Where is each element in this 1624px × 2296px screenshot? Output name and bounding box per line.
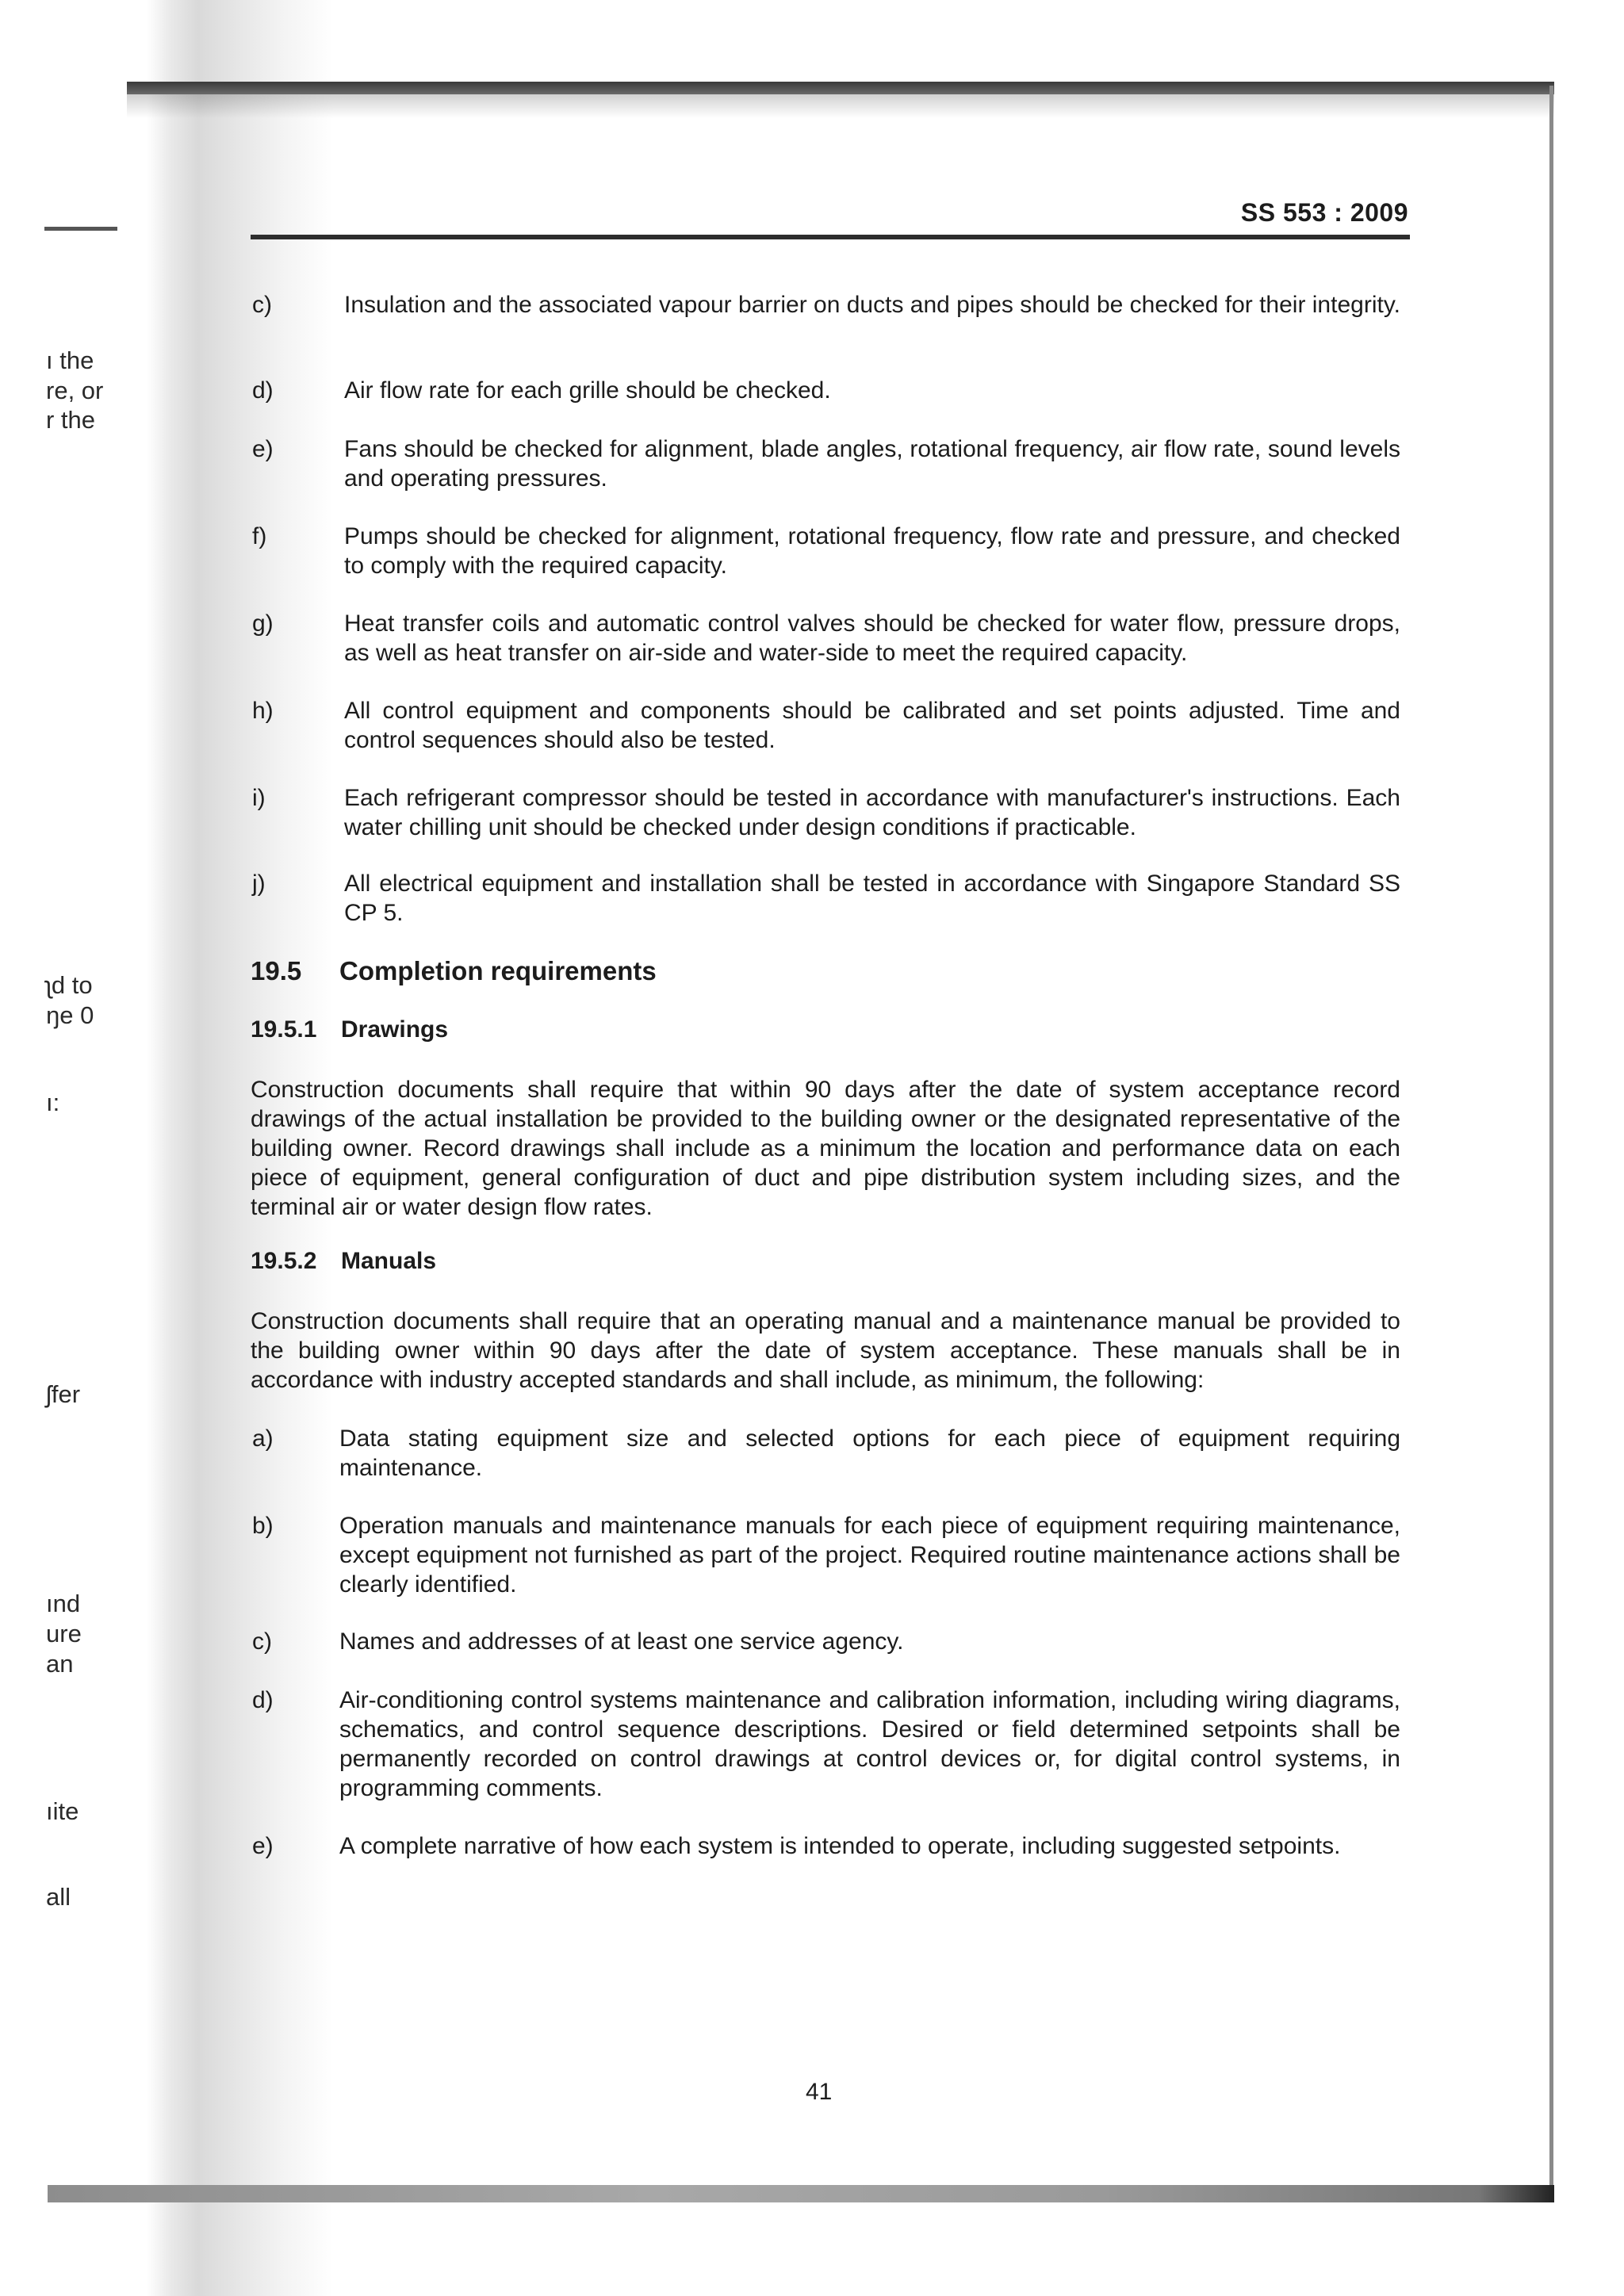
subsection-number: 19.5.2 xyxy=(251,1248,317,1274)
list-item-text: Data stating equipment size and selected options for each piece of equipment requiring maintenance. xyxy=(339,1425,1400,1481)
list-item-label: e) xyxy=(252,1833,274,1859)
left-fragment: ınd xyxy=(46,1590,81,1617)
list-item-text: All electrical equipment and installation shall be tested in accordance with Singapore Standard SS CP 5. xyxy=(344,871,1400,926)
scan-top-edge xyxy=(127,82,1554,94)
list-item-text: Air-conditioning control systems maintenance and calibration information, including wiring diagrams, schematics, and control sequence descriptions. Desired or field determined setpoints shall be permanently recorded on control drawings at control devices or, for digital control systems, in programming comments. xyxy=(339,1687,1400,1801)
left-fragment: ure xyxy=(46,1620,82,1647)
list-item-text: Names and addresses of at least one service agency. xyxy=(339,1628,904,1655)
list-item-label: h) xyxy=(252,698,274,724)
scan-top-shadow xyxy=(127,94,1554,118)
page-number: 41 xyxy=(806,2079,833,2105)
list-item-text: Each refrigerant compressor should be tested in accordance with manufacturer's instructions. Each water chilling unit should be checked under design conditions if practicable. xyxy=(344,785,1400,840)
section-number: 19.5 xyxy=(251,956,302,985)
section-title: Completion requirements xyxy=(339,956,657,985)
left-fragment: ʃfer xyxy=(46,1380,81,1408)
list-item-label: g) xyxy=(252,610,274,637)
drawings-paragraph: Construction documents shall require that within 90 days after the date of system acceptance record drawings of the actual installation be provided to the building owner or the designated representative of the building owner. Record drawings shall include as a minimum the location and performance data on each piece of equipment, general configuration of duct and pipe distribution system including sizes, and the terminal air or water design flow rates. xyxy=(251,1077,1400,1220)
list-item-label: d) xyxy=(252,377,274,404)
header-rule xyxy=(251,235,1410,239)
left-fragment: an xyxy=(46,1650,74,1678)
list-item-label: d) xyxy=(252,1687,274,1713)
list-item-label: a) xyxy=(252,1425,274,1452)
list-item-label: i) xyxy=(252,785,266,811)
subsection-heading-19-5-2 xyxy=(251,1248,436,1275)
list-item-text: A complete narrative of how each system is intended to operate, including suggested setpoints. xyxy=(339,1833,1341,1859)
left-page-rule xyxy=(44,227,117,231)
subsection-heading-19-5-1 xyxy=(251,1016,448,1043)
section-heading-19-5 xyxy=(251,956,657,986)
list-item-label: c) xyxy=(252,1628,272,1655)
left-fragment: ıite xyxy=(46,1797,79,1825)
standard-code-header: SS 553 : 2009 xyxy=(1240,198,1408,227)
left-fragment: ı the xyxy=(46,346,94,374)
list-item-text: Fans should be checked for alignment, blade angles, rotational frequency, air flow rate, sound levels and operating pressures. xyxy=(344,436,1400,492)
subsection-number: 19.5.1 xyxy=(251,1016,317,1043)
list-item-text: Heat transfer coils and automatic control valves should be checked for water flow, pressure drops, as well as heat transfer on air-side and water-side to meet the required capacity. xyxy=(344,610,1400,666)
left-fragment: all xyxy=(46,1883,71,1911)
list-item-label: b) xyxy=(252,1513,274,1539)
manuals-paragraph: Construction documents shall require that an operating manual and a maintenance manual be provided to the building owner within 90 days after the date of system acceptance. These manuals shall be in accordance with industry accepted standards and shall include, as minimum, the following: xyxy=(251,1308,1400,1393)
list-item-label: c) xyxy=(252,292,272,318)
list-item-label: j) xyxy=(252,871,266,897)
left-fragment: ŋe 0 xyxy=(46,1001,94,1029)
list-item-text: Insulation and the associated vapour barrier on ducts and pipes should be checked for their integrity. xyxy=(344,292,1400,318)
scan-bottom-edge xyxy=(48,2185,1554,2202)
list-item-text: Operation manuals and maintenance manuals for each piece of equipment requiring maintenance, except equipment not furnished as part of the project. Required routine maintenance actions shall be clearly identified. xyxy=(339,1513,1400,1598)
left-fragment: ʅd to xyxy=(46,971,93,999)
list-item-label: f) xyxy=(252,523,267,549)
left-fragment: re, or xyxy=(46,377,104,404)
subsection-title: Manuals xyxy=(341,1248,437,1274)
list-item-label: e) xyxy=(252,436,274,462)
list-item-text: Pumps should be checked for alignment, rotational frequency, flow rate and pressure, and checked to comply with the required capacity. xyxy=(344,523,1400,579)
left-fragment: r the xyxy=(46,406,96,434)
subsection-title: Drawings xyxy=(341,1016,449,1043)
list-item-text: All control equipment and components should be calibrated and set points adjusted. Time and control sequences should also be tested. xyxy=(344,698,1400,753)
list-item-text: Air flow rate for each grille should be checked. xyxy=(344,377,831,404)
scan-right-edge xyxy=(1549,86,1553,2187)
left-fragment: ı: xyxy=(46,1089,60,1116)
